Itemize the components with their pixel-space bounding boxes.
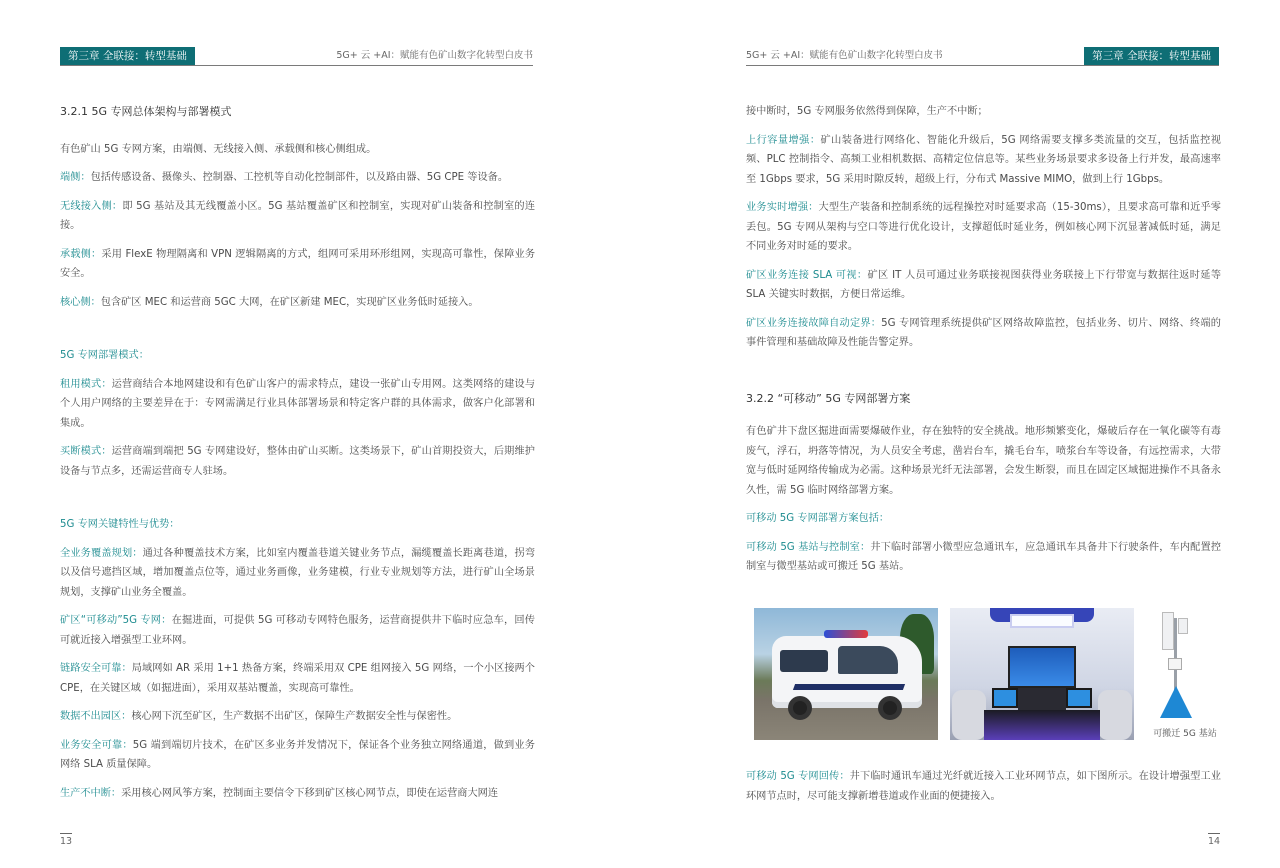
arch-item: 无线接入侧：即 5G 基站及其无线覆盖小区。5G 基站覆盖矿区和控制室，实现对矿山装备和控制室的连接。 (60, 200, 536, 231)
page-header (746, 47, 1219, 65)
page-body-bottom (746, 767, 1221, 815)
intro-paragraph: 有色矿山 5G 专网方案，由端侧、无线接入侧、承载侧和核心侧组成。 (60, 143, 377, 155)
continuation-text: 接中断时，5G 专网服务依然得到保障，生产不中断； (746, 106, 988, 117)
mobile-item: 可移动 5G 专网回传：井下临时通讯车通过光纤就近接入工业环网节点，如下图所示。在设计增强型工业环网节点时，尽可能支撑新增巷道或作业面的便捷接入。 (746, 771, 1221, 802)
feature-item: 链路安全可靠：局域网如 AR 采用 1+1 热备方案，终端采用双 CPE 组网接入 5G 网络，一个小区接两个 CPE，在关键区域（如掘进面），采用双基站覆盖，实现高可靠性。 (60, 663, 535, 694)
deploy-heading: 5G 专网部署模式： (60, 350, 149, 361)
figure-photos (754, 608, 1224, 743)
chapter-badge: 第三章 全联接：转型基础 (1084, 47, 1219, 65)
feature-item: 业务实时增强：大型生产装备和控制系统的远程操控对时延要求高（15-30ms），且要求高可靠和近乎零丢包。5G 专网从架构与空口等进行优化设计，支撑超低时延业务，例如核心网下沉显著减低时延，满足不同业务对时延的要求。 (746, 202, 1221, 252)
section-title: 3.2.1 5G 专网总体架构与部署模式 (60, 105, 232, 118)
section-title: 3.2.2 “可移动” 5G 专网部署方案 (746, 391, 911, 405)
feature-item: 矿区业务连接故障自动定界：5G 专网管理系统提供矿区网络故障监控，包括业务、切片、网络、终端的事件管理和基础故障及性能告警定界。 (746, 317, 1221, 348)
document-title: 5G+ 云 +AI：赋能有色矿山数字化转型白皮书 (746, 50, 943, 61)
page-body (60, 102, 535, 812)
document-title: 5G+ 云 +AI：赋能有色矿山数字化转型白皮书 (336, 50, 533, 61)
feature-item: 全业务覆盖规划：通过各种覆盖技术方案，比如室内覆盖巷道关键业务节点，漏缆覆盖长距离巷道，拐弯以及信号遮挡区域，增加覆盖点位等，通过业务画像，业务建模，行业专业规划等方法，进行矿山全场景规划，支撑矿山业务全覆盖。 (60, 547, 536, 598)
arch-item: 端侧：包括传感设备、摄像头、控制器、工控机等自动化控制部件，以及路由器、5G CPE 等设备。 (60, 172, 509, 183)
page-header (60, 47, 533, 65)
header-rule (746, 65, 1219, 66)
term: 核心侧： (60, 296, 101, 308)
section-intro: 有色矿井下盘区掘进面需要爆破作业，存在独特的安全挑战。地形频繁变化，爆破后存在一氧化碳等有毒废气，浮石，坍落等情况，为人员安全考虑，凿岩台车，撬毛台车，喷浆台车等设备，有远控需求，大带宽与低时延网络传输成为必需。这种场景光纤无法部署，会发生断裂，而且在固定区域掘进操作不具备永久性，需 5G 临时网络部署方案。 (746, 426, 1221, 496)
feature-item: 矿区业务连接 SLA 可视：矿区 IT 人员可通过业务联接视图获得业务联接上下行带宽与数据往返时延等 SLA 关键实时数据，方便日常运维。 (746, 269, 1222, 300)
page-body (746, 102, 1221, 586)
figure-caption: 可搬迁 5G 基站 (1153, 729, 1217, 739)
deploy-item: 租用模式：运营商结合本地网建设和有色矿山客户的需求特点，建设一张矿山专用网。这类网络的建设与个人用户网络的主要差异在于：专网需满足行业具体部署场景和特定客户群的具体需求，做客户化部署和集成。 (60, 378, 536, 429)
portable-base-station-photo (1146, 608, 1224, 726)
mobile-item: 可移动 5G 基站与控制室：井下临时部署小微型应急通讯车，应急通讯车具备井下行驶条件，车内配置控制室与微型基站或可搬迁 5G 基站。 (746, 541, 1222, 572)
page-number: 14 (1208, 836, 1221, 847)
feature-item: 业务安全可靠：5G 端到端切片技术，在矿区多业务并发情况下，保证各个业务独立网络通道，做到业务网络 SLA 质量保障。 (60, 739, 535, 770)
arch-item: 核心侧：包含矿区 MEC 和运营商 5GC 大网，在矿区新建 MEC，实现矿区业务低时延接入。 (60, 296, 479, 308)
feature-item: 生产不中断：采用核心网风筝方案，控制面主要信令下移到矿区核心网节点，即使在运营商大网连 (60, 787, 499, 799)
term: 端侧： (60, 172, 91, 183)
header-rule (60, 65, 533, 66)
mobile-heading: 可移动 5G 专网部署方案包括： (746, 513, 890, 524)
feature-item: 矿区“可移动”5G 专网：在掘进面，可提供 5G 可移动专网特色服务，运营商提供井下临时应急车，回传可就近接入增强型工业环网。 (60, 615, 535, 646)
control-room-interior-photo (950, 608, 1134, 740)
term: 承载侧： (60, 248, 102, 260)
features-heading: 5G 专网关键特性与优势： (60, 519, 180, 530)
feature-item: 上行容量增强：矿山装备进行网络化、智能化升级后，5G 网络需要支撑多类流量的交互，包括监控视频、PLC 控制指令、高频工业相机数据、高精定位信息等。某些业务场景要求多设备上行并发，最高速率至 1Gbps 要求，5G 采用时隙反转，超级上行，分布式 Massive MIMO，做到上行 1Gbps。 (746, 134, 1221, 185)
chapter-badge: 第三章 全联接：转型基础 (60, 47, 195, 65)
arch-item: 承载侧：采用 FlexE 物理隔离和 VPN 逻辑隔离的方式，组网可采用环形组网，实现高可靠性，保障业务安全。 (60, 248, 536, 279)
emergency-van-photo (754, 608, 938, 740)
page-14 (640, 0, 1280, 868)
deploy-item: 买断模式：运营商端到端把 5G 专网建设好，整体由矿山买断。这类场景下，矿山首期投资大，后期维护设备与节点多，还需运营商专人驻场。 (60, 446, 535, 477)
feature-item: 数据不出园区：核心网下沉至矿区，生产数据不出矿区，保障生产数据安全性与保密性。 (60, 711, 458, 722)
page-number: 13 (60, 836, 73, 847)
term: 无线接入侧： (60, 200, 123, 212)
